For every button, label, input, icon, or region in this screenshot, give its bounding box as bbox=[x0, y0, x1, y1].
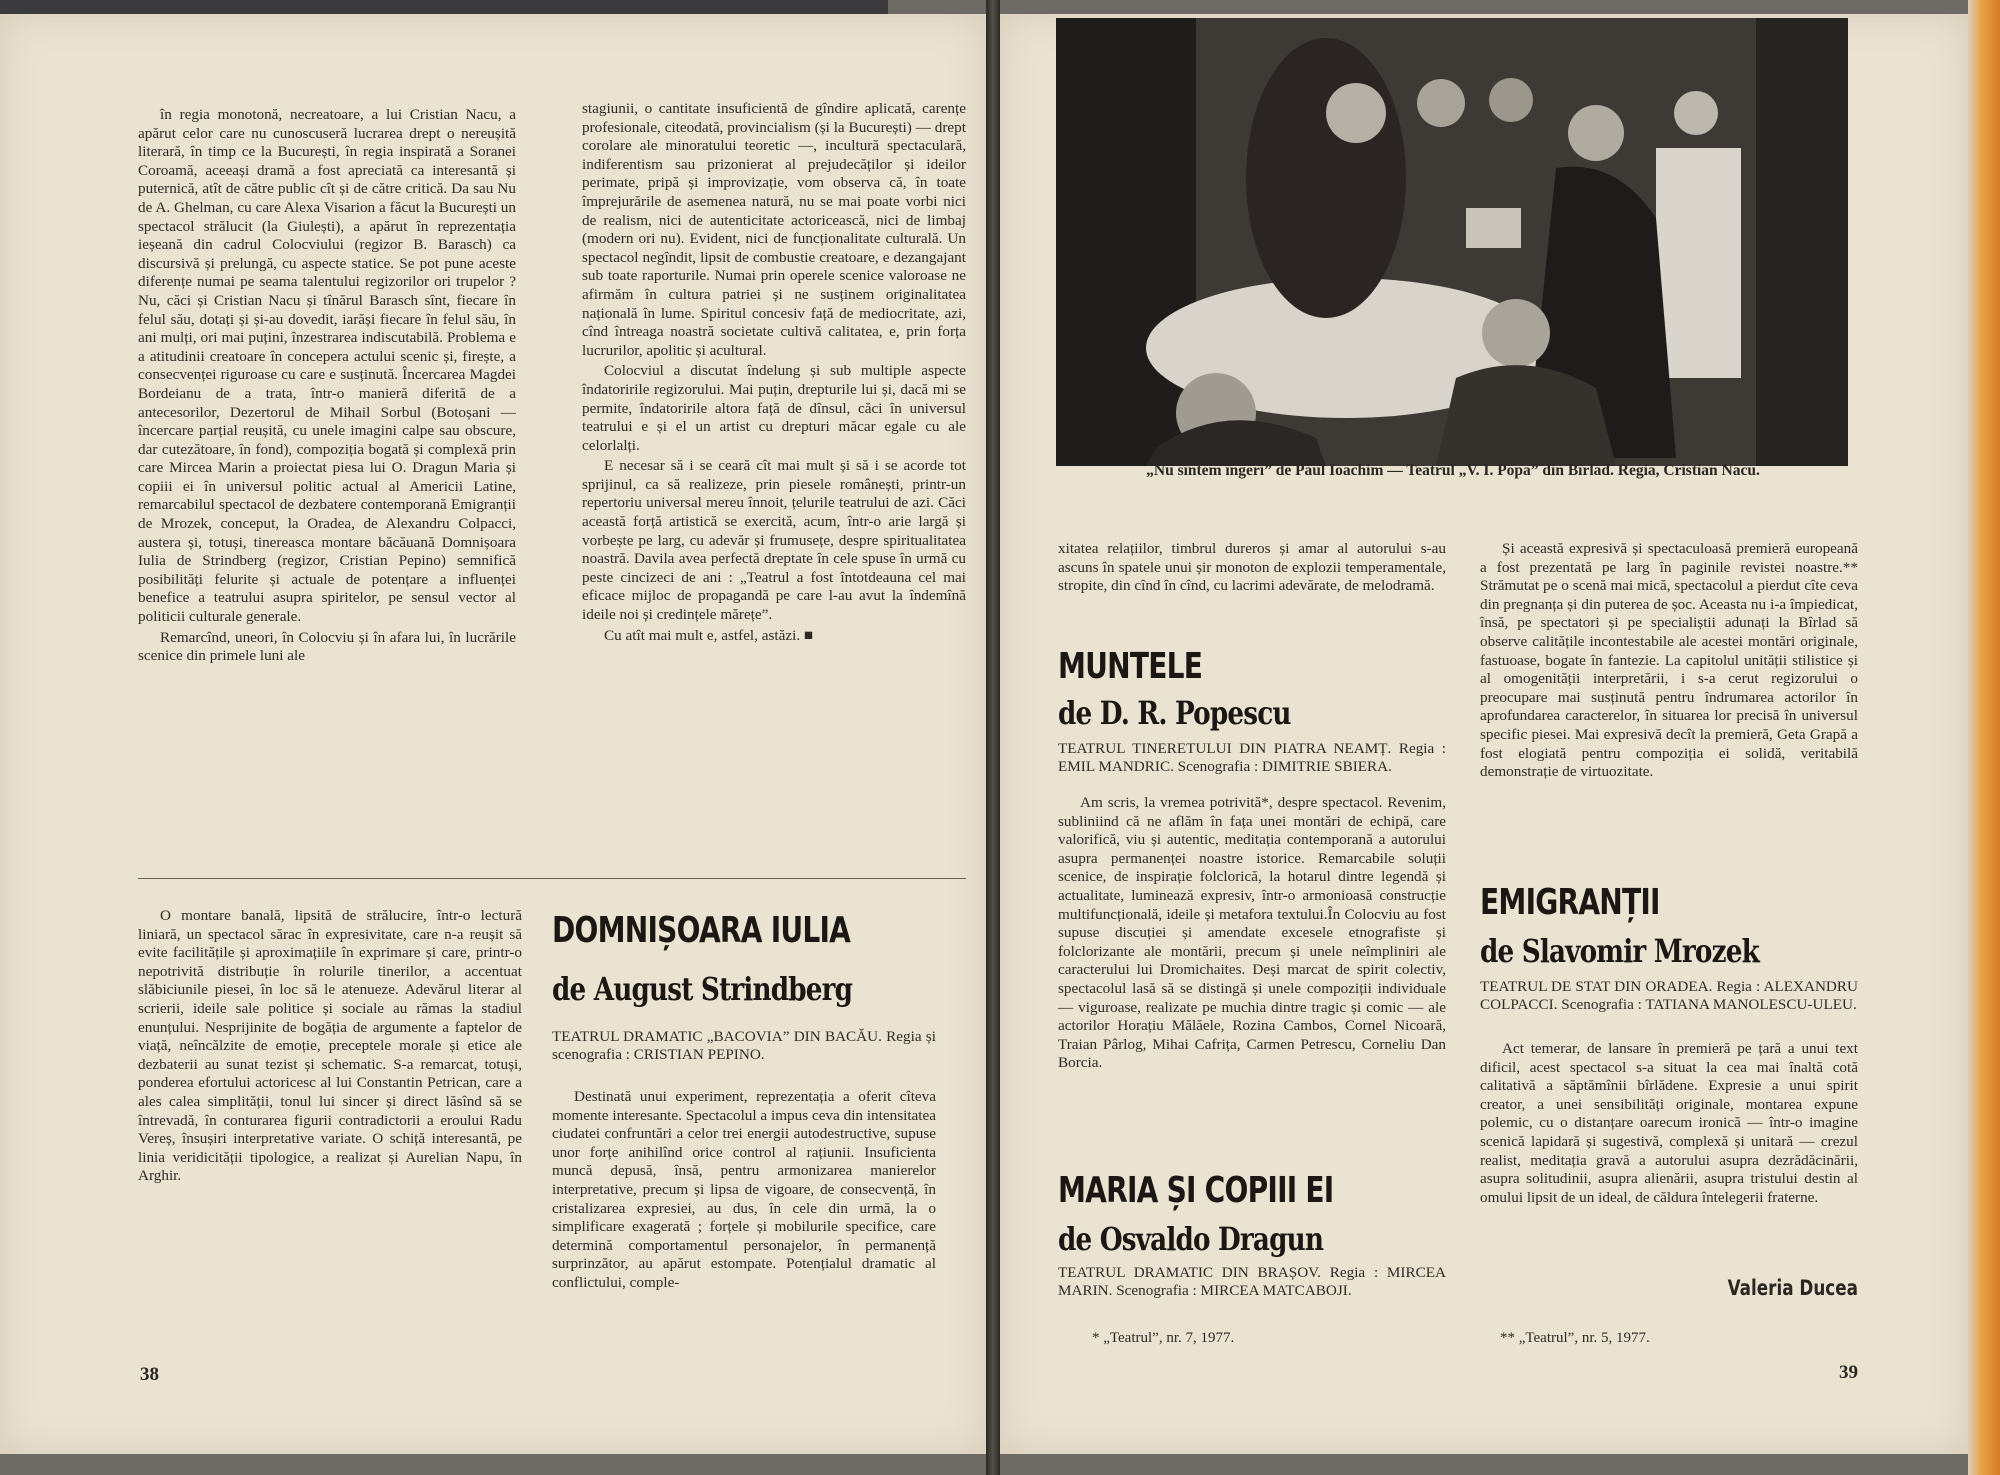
right-column-1-text bbox=[1058, 540, 1446, 596]
review-title: MARIA ȘI COPIII EI bbox=[1058, 1170, 1334, 1211]
review-author: de August Strindberg bbox=[552, 970, 853, 1008]
photo-illustration bbox=[1056, 18, 1848, 466]
left-column-3 bbox=[138, 907, 522, 1186]
paragraph: O montare banală, lipsită de strălucire, într-o lectură liniară, un spectacol sărac în expresivitate, care n-a reușit să evite facilitățile și aproximațiile în exprimare și care, printr-o nepotrivită distribuție în rolurile tinerilor, a accentuat slăbiciunile piesei, în loc să le atenueze. Adevărul literar al scrierii, ideile sale politice și sociale au rămas la stadiul enunțului. Nesprijinite de bogăția de argumente a faptelor de viață, neîncălzite de emoție, preceptele morale și etice ale dezbaterii au sunat tezist și schematic. S-a remarcat, totuși, ponderea efortului actoricesc al lui Constantin Petrican, care a ales calea simplității, tonul lui sincer și direct lăsînd să se întrevadă, în conturarea figurii contradictorii a eroului Radu Vereș, însușiri interpretative variate. O schiță interesantă, pe linia veridicității tipologice, a realizat și Aurelian Napu, în Arghir. bbox=[138, 907, 522, 1185]
left-column-1 bbox=[138, 106, 516, 666]
review-title: EMIGRANȚII bbox=[1480, 882, 1660, 923]
paragraph: stagiunii, o cantitate insuficientă de gîndire aplicată, carențe profesionale, citeodată, provincialism (și la București) — drept corolare ale minoratului teoretic —, incultură spectaculară, indiferentism sau prizonierat al prejudecăților și ideilor perimate, pripă și improvizație, vom observa că, în toate împrejurările de asemenea natură, nu se mai poate vorbi nici de realism, nici de autenticitate actoricească, nici de limbaj (modern ori nu). Evident, nici de funcționalitate culturală. Un spectacol negîndit, lipsit de combustie creatoare, e dezangajant sub toate raporturile. Numai prin operele scenice valoroase ne afirmăm în cultura patriei și ne susținem originalitatea națională în lume. Spiritul concesiv față de mediocritate, azi, cînd întreaga noastră societate cultivă calitatea, e, prin forța lucrurilor, apolitic și acultural. bbox=[582, 100, 966, 359]
right-column-2-text bbox=[1480, 540, 1858, 782]
paragraph: Destinată unui experiment, reprezentația a oferit cîteva momente interesante. Spectacolul a impus ceva din intensitatea ciudatei confruntări a celor trei energii autodestructive, supuse unor forțe anihilînd orice control al rațiunii. Insuficienta muncă depusă, însă, pentru armonizarea manierelor interpretative, precum și lipsa de vigoare, de consecvență, în cristalizarea expresiei, au dus, în cele din urmă, la o simplificare exagerată ; forțele și mobilurile specifice, care determină comportamentul personajelor, în permanență surprinzător, au apărut estompate. Potențialul dramatic al conflictului, comple- bbox=[552, 1088, 936, 1291]
left-column-4 bbox=[552, 1088, 936, 1293]
paragraph: Colocviul a discutat îndelung și sub multiple aspecte îndatoririle regizorului. Mai puțin, drepturile lui și, dacă mi se permite, îndatoririle altora față de dînsul, căci în universul teatrului e și el un artist cu drepturi măcar egale cu ale celorlalți. bbox=[582, 362, 966, 454]
footnote: ** „Teatrul”, nr. 5, 1977. bbox=[1500, 1330, 1650, 1346]
author-signature: Valeria Ducea bbox=[1727, 1276, 1858, 1300]
right-column-2-review bbox=[1480, 1040, 1858, 1207]
right-column-1-review bbox=[1058, 794, 1446, 1073]
photo-caption: „Nu sîntem îngeri” de Paul Ioachim — Teatrul „V. I. Popa” din Bîrlad. Regia, Cristian Nacu. bbox=[1146, 462, 1760, 479]
paragraph: E necesar să i se ceară cît mai mult și să i se acorde tot sprijinul, ca să realizeze, prin piesele românești, printr-un repertoriu universal mereu înnoit, țelurile teatrului de azi. Căci această forță artistică se exercită, acum, într-o arie largă și vorbește pe larg, cu adevăr și frumusețe, despre spiritualitatea noastră. Davila avea perfectă dreptate în cele spuse în urmă cu peste cincizeci de ani : „Teatrul a fost întotdeauna cel mai eficace mijloc de propagandă pe care l-au avut la îndemînă ideile noi și credințele mărețe”. bbox=[582, 457, 966, 624]
paragraph: în regia monotonă, necreatoare, a lui Cristian Nacu, a apărut celor care nu cunoscuseră lucrarea drept o nereușită literară, în timp ce la București, în regia inspirată a Soranei Coroamă, aceeași dramă a fost apreciată ca interesantă și puternică, atît de către public cît și de către critică. Da sau Nu de A. Ghelman, cu care Alexa Visarion a făcut la București un spectacol strălucit (la Giulești), a apărut în reprezentația ieșeană din cadrul Colocviului (regizor B. Barasch) ca discursivă și prelungă, cu aspecte statice. Se pot pune aceste diferențe numai pe seama talentului regizorilor ori trupelor ? Nu, căci și Cristian Nacu și tînărul Barasch sînt, fiecare în felul său, dotați și și-au dovedit, iarăși fiecare în felul său, în ani mulți, ori mai puțini, înzestrarea indiscutabilă. Problema e a atitudinii creatoare în concepera actului scenic și, firește, a consecvenței riguroase cu care e susținută. Încercarea Magdei Bordeianu de a trata, într-o manieră diferită de a antecesorilor, Dezertorul de Mihail Sorbul (Botoșani — încercare parțial reușită, cu unele imagini calpe sau obscure, dar cutezătoare, în fond), compoziția bogată și complexă prin care Mircea Marin a proiectat piesa lui O. Dragun Maria și copiii ei în universul politic actual al Americii Latine, remarcabilul spectacol de dezbatere contemporană Emigranții de Mrozek, conceput, la Oradea, de Alexandru Colpacci, austera și, totuși, tinereasca montare băcăuană Domnișoara Iulia de Strindberg (regizor, Cristian Pepino) semnifică posibilități felurite și actuale de potențare a influenței benefice a teatrului asupra spiritelor, pe sensul vector al politicii culturale generale. bbox=[138, 106, 516, 626]
paragraph: Cu atît mai mult e, astfel, astăzi. ■ bbox=[604, 626, 814, 644]
cover-edge bbox=[1968, 0, 2000, 1475]
review-title: DOMNIȘOARA IULIA bbox=[552, 910, 851, 951]
page-number: 39 bbox=[1839, 1362, 1858, 1383]
paragraph: xitatea relațiilor, timbrul dureros și amar al autorului s-au ascuns în spatele unui șir monoton de explozii temperamentale, stropite, din cînd în cînd, cu lacrimi adevărate, de melodramă. bbox=[1058, 540, 1446, 595]
theatre-photo bbox=[1056, 18, 1848, 466]
left-column-2 bbox=[582, 100, 966, 645]
left-page bbox=[0, 14, 986, 1454]
paragraph: Am scris, la vremea potrivită*, despre spectacol. Revenim, subliniind că ne aflăm în fața unei montări de echipă, care valorifică, viu și autentic, meditația contemporană a autorului asupra permanenței noastre istorice. Remarcabile soluții scenice, de inspirație folclorică, la hotarul dintre legendă și actualitate, luminează expresiv, într-o armonioasă construcție multifuncțională, ideile și metafora textului.În Colocviu au fost supuse discuției și amendate excesele etnografiste și folclorizante ale montării, precum și unele neîmpliniri ale caracterului lui Dromichaites. Deși marcat de spirit colectiv, spectacolul lasă să se distingă și unele compoziții individuale — viguroase, realizate pe muchia dintre tragic și comic — ale actorilor Horațiu Mălăele, Rozina Cambos, Cornel Nicoară, Traian Pârlog, Mihai Cafrița, Carmen Petrescu, Corneliu Dan Borcia. bbox=[1058, 794, 1446, 1072]
review-credits: TEATRUL DRAMATIC DIN BRAȘOV. Regia : MIRCEA MARIN. Scenografia : MIRCEA MATCABOJI. bbox=[1058, 1264, 1446, 1300]
paragraph: Act temerar, de lansare în premieră pe țară a unui text dificil, acest spectacol s-a situat la cea mai înaltă cotă calitativă a săptămînii bîrlădene. Expresie a unui spirit creator, a unei sensibilități originale, montarea expune polemic, cu o distanțare oarecum ironică — într-o imagine scenică lapidară și sugestivă, complexă și unitară — crezul realist, meditația gravă a autorului asupra dezrădăcinării, asupra solitudinii, asupra alienării, asupra tristului destin al omului lipsit de un ideal, de căldura întelegerii fraterne. bbox=[1480, 1040, 1858, 1206]
review-author: de Slavomir Mrozek bbox=[1480, 932, 1759, 970]
footnote: * „Teatrul”, nr. 7, 1977. bbox=[1092, 1330, 1235, 1346]
review-credits: TEATRUL TINERETULUI DIN PIATRA NEAMȚ. Regia : EMIL MANDRIC. Scenografia : DIMITRIE SBIERA. bbox=[1058, 740, 1446, 776]
review-title: MUNTELE bbox=[1058, 646, 1203, 687]
book-spine bbox=[986, 0, 1000, 1475]
paragraph: Remarcînd, uneori, în Colocviu și în afara lui, în lucrările scenice din primele luni ale bbox=[138, 628, 516, 665]
review-author: de Osvaldo Dragun bbox=[1058, 1220, 1324, 1258]
top-binding-strip bbox=[0, 0, 888, 14]
review-credits: TEATRUL DRAMATIC „BACOVIA” DIN BACĂU. Regia și scenografia : CRISTIAN PEPINO. bbox=[552, 1028, 936, 1064]
page-number: 38 bbox=[140, 1364, 159, 1385]
right-page bbox=[1000, 14, 1968, 1454]
review-credits: TEATRUL DE STAT DIN ORADEA. Regia : ALEXANDRU COLPACCI. Scenografia : TATIANA MANOLESCU-ULEU. bbox=[1480, 978, 1858, 1014]
section-divider bbox=[138, 878, 966, 879]
paragraph: Și această expresivă și spectaculoasă premieră europeană a fost prezentată pe larg în paginile revistei noastre.** Strămutat pe o scenă mai mică, spectacolul a pierdut cîte ceva din pregnanța și din puterea de șoc. Aceasta nu i-a împiedicat, însă, pe spectatori și pe specialiștii adunați la Bîrlad să observe calitățile incontestabile ale acestei montări originale, fastuoase, bogate în fantezie. La capitolul unității stilistice și al omogenității interpretării, i s-a cerut regizorului o preocupare mai susținută pentru îndrumarea actorilor în aprofundarea caracterelor, în situarea lor precisă în universul specific piesei. Mai expresivă decît la premieră, Geta Grapă a fost elogiată pentru compoziția ei solidă, veritabilă demonstrație de virtuozitate. bbox=[1480, 540, 1858, 781]
review-author: de D. R. Popescu bbox=[1058, 694, 1291, 732]
